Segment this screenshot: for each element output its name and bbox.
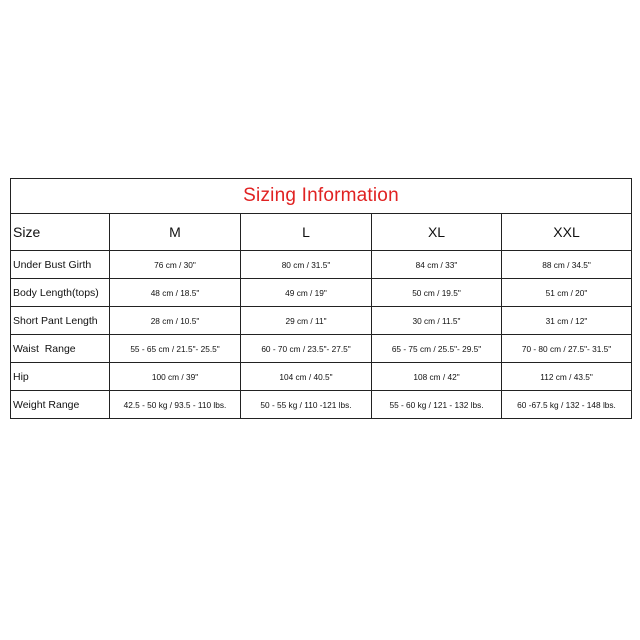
table-cell: 84 cm / 33": [372, 251, 502, 279]
header-row: [11, 214, 632, 251]
row-label-short-pant-length: Short Pant Length: [11, 307, 110, 335]
table-cell: 80 cm / 31.5": [241, 251, 372, 279]
table-cell: 49 cm / 19": [241, 279, 372, 307]
table-cell: 55 - 60 kg / 121 - 132 lbs.: [372, 391, 502, 419]
table-row: [11, 279, 632, 307]
table-cell: 108 cm / 42": [372, 363, 502, 391]
table-cell: 60 -67.5 kg / 132 - 148 lbs.: [502, 391, 632, 419]
table-cell: 42.5 - 50 kg / 93.5 - 110 lbs.: [110, 391, 241, 419]
table-row: [11, 307, 632, 335]
table-cell: 65 - 75 cm / 25.5"- 29.5": [372, 335, 502, 363]
table-row: [11, 391, 632, 419]
header-size-label: Size: [11, 214, 110, 251]
sizing-table: [10, 178, 632, 419]
row-label-weight-range: Weight Range: [11, 391, 110, 419]
table-cell: 70 - 80 cm / 27.5"- 31.5": [502, 335, 632, 363]
row-label-body-length: Body Length(tops): [11, 279, 110, 307]
header-size-xxl: XXL: [502, 214, 632, 251]
row-label-under-bust-girth: Under Bust Girth: [11, 251, 110, 279]
table-cell: 31 cm / 12": [502, 307, 632, 335]
table-cell: 76 cm / 30": [110, 251, 241, 279]
table-title: Sizing Information: [243, 185, 399, 206]
header-size-xl: XL: [372, 214, 502, 251]
table-row: [11, 251, 632, 279]
row-label-hip: Hip: [11, 363, 110, 391]
table-cell: 50 cm / 19.5": [372, 279, 502, 307]
table-cell: 48 cm / 18.5": [110, 279, 241, 307]
table-cell: 60 - 70 cm / 23.5"- 27.5": [241, 335, 372, 363]
table-row: [11, 335, 632, 363]
table-row: [11, 363, 632, 391]
table-cell: 112 cm / 43.5": [502, 363, 632, 391]
header-size-m: M: [110, 214, 241, 251]
table-cell: 55 - 65 cm / 21.5"- 25.5": [110, 335, 241, 363]
row-label-waist-range: Waist Range: [11, 335, 110, 363]
table-cell: 100 cm / 39": [110, 363, 241, 391]
table-cell: 30 cm / 11.5": [372, 307, 502, 335]
table-cell: 51 cm / 20": [502, 279, 632, 307]
table-cell: 29 cm / 11": [241, 307, 372, 335]
title-row: [11, 179, 632, 214]
table-cell: 28 cm / 10.5": [110, 307, 241, 335]
header-size-l: L: [241, 214, 372, 251]
table-cell: 88 cm / 34.5": [502, 251, 632, 279]
table-cell: 104 cm / 40.5": [241, 363, 372, 391]
title-cell: [11, 179, 632, 214]
table-cell: 50 - 55 kg / 110 -121 lbs.: [241, 391, 372, 419]
